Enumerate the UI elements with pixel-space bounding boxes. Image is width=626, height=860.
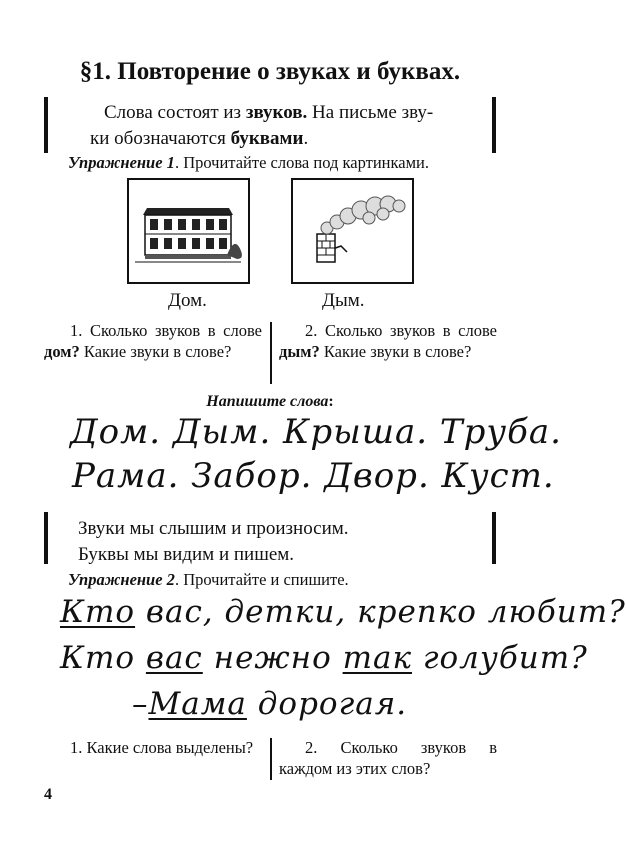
exercise-2-label: Упражнение 2 [68,570,175,589]
poem-underlined-word-mama: Мама [148,686,247,722]
question-2-text-end: Какие звуки в слове? [319,342,472,361]
column-divider-1 [270,322,272,384]
exercise-2-question-1 [44,737,262,758]
question-2-text-start: 2. Сколько звуков в слове [305,321,497,340]
exercise-1-heading [68,153,429,173]
rule-left-bar [44,97,48,153]
rule2-line-1: Звуки мы слышим и произносим. [78,518,349,539]
rule-bold-word-sounds: звуков. [245,102,308,123]
rule-line-2 [90,126,478,152]
column-divider-2 [270,738,272,780]
poem-line-3 [132,686,407,722]
exercise-1-label: Упражнение 1 [68,153,175,172]
section-title: §1. Повторение о звуках и буквах. [79,58,461,85]
caption-house: Дом. [168,290,207,311]
question-1-text-end: Какие звуки в слове? [79,342,232,361]
question-1-left [44,320,262,362]
rule2-text [78,516,498,568]
chimney-picture [291,178,414,284]
poem-line-3-rest: дорогая. [246,686,408,722]
cursive-words-line-2: Рама. Забор. Двор. Куст. [72,456,555,496]
question-1-text-start: 1. Сколько звуков в слове [70,321,262,340]
house-icon [129,180,248,282]
exercise-2-question-1-text: 1. Какие слова выделены? [70,738,254,757]
cursive-words-line-1: Дом. Дым. Крыша. Труба. [70,412,562,452]
exercise-2-heading [68,570,349,590]
question-2-right [279,320,497,362]
poem-line-2 [60,640,588,676]
poem-line-1-rest: вас, детки, крепко любит? [135,594,626,630]
exercise-2-question-2 [279,737,497,779]
rule-bold-word-letters: буквами [230,128,304,149]
caption-smoke: Дым. [322,290,365,311]
write-words-colon: : [328,393,334,410]
rule-line-1-start: Слова состоят из [104,102,246,123]
exercise-2-instruction: . Прочитайте и спишите. [174,570,349,589]
rule-line-2-end: . [303,128,309,149]
rule-text [90,100,478,152]
rule-right-bar [492,97,496,153]
rule-line-2-start: ки обозначаются [90,128,231,149]
chimney-smoke-icon [293,180,412,282]
house-picture [127,178,250,284]
question-1-bold-word: дом? [44,342,80,361]
exercise-2-question-2-text: 2. Сколько звуков в каждом из этих слов? [279,738,497,778]
rule-line-1 [90,100,478,126]
poem-underlined-word-tak: так [342,640,412,676]
poem-line-2-start: Кто [60,640,146,676]
poem-line-2-end: голубит? [411,640,588,676]
write-words-heading [0,393,540,411]
exercise-1-instruction: . Прочитайте слова под картинками. [174,153,429,172]
poem-line-2-middle: нежно [202,640,343,676]
page-number: 4 [44,786,52,803]
write-words-label: Напишите слова [206,393,329,410]
poem-dash: – [132,686,149,722]
question-2-bold-word: дым? [279,342,320,361]
poem-underlined-word-kto: Кто [60,594,136,630]
rule2-left-bar [44,512,48,564]
poem-underlined-word-vas: вас [145,640,203,676]
rule2-line-2: Буквы мы видим и пишем. [78,544,295,565]
rule-line-1-end: На письме зву- [307,102,434,123]
poem-line-1 [60,594,626,630]
